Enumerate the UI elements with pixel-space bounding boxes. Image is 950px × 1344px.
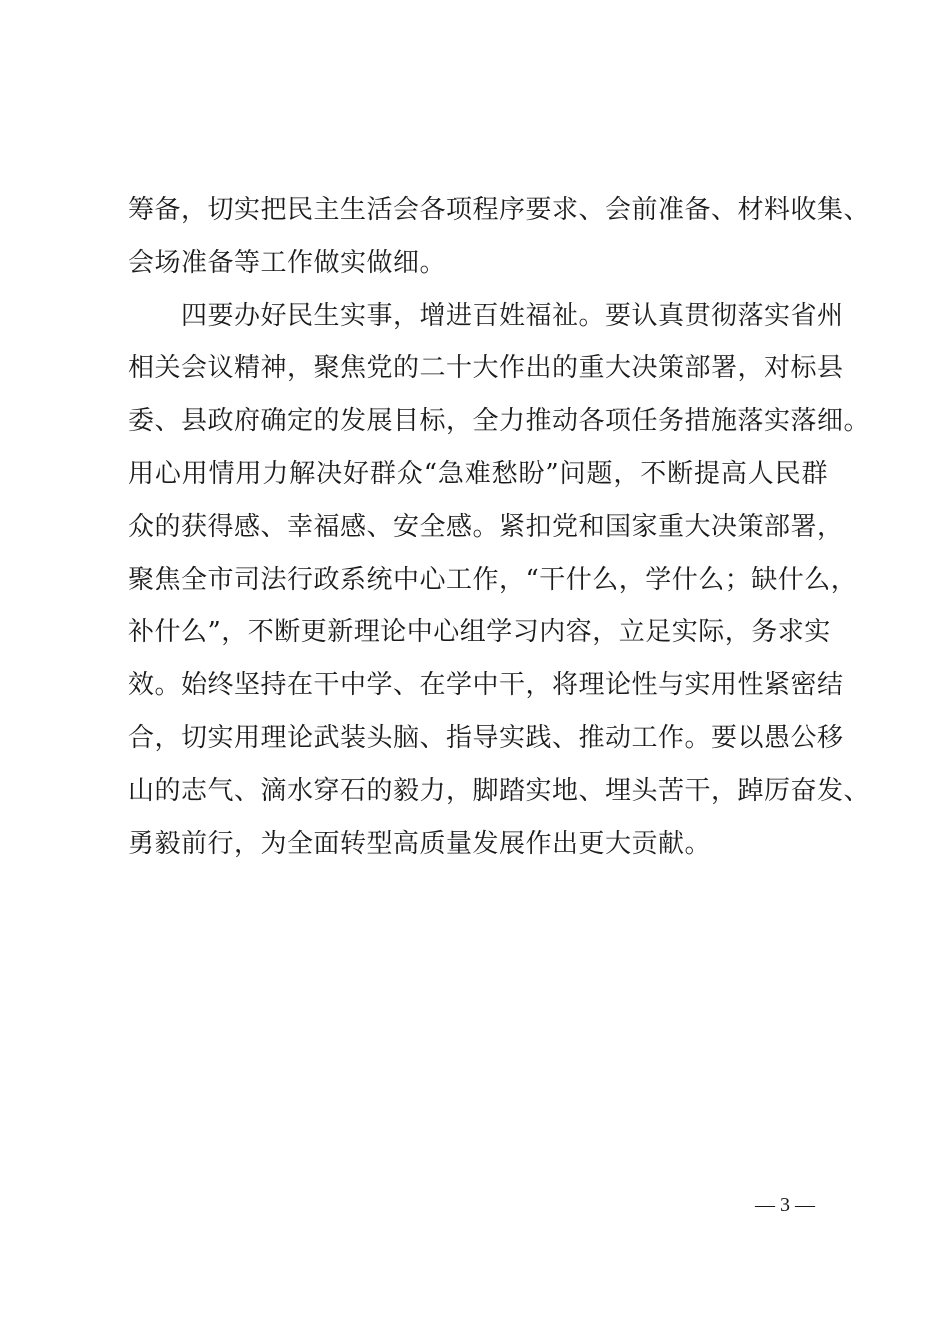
text-line: 聚焦全市司法行政系统中心工作，“干什么，学什么；缺什么， (128, 564, 858, 595)
page-number: — 3 — (755, 1194, 815, 1216)
text-line: 委、县政府确定的发展目标，全力推动各项任务措施落实落细。 (128, 406, 871, 437)
text-line: 会场准备等工作做实做细。 (128, 247, 447, 278)
text-line: 筹备，切实把民主生活会各项程序要求、会前准备、材料收集、 (128, 195, 871, 225)
text-line: 勇毅前行，为全面转型高质量发展作出更大贡献。 (128, 828, 712, 859)
paragraph-four (128, 290, 871, 871)
text-line: 相关会议精神，聚焦党的二十大作出的重大决策部署，对标县 (128, 353, 844, 384)
text-line: 补什么”，不断更新理论中心组学习内容，立足实际，务求实 (128, 617, 831, 648)
text-line: 四要办好民生实事，增进百姓福祉。要认真贯彻落实省州 (128, 300, 844, 331)
text-line: 众的获得感、幸福感、安全感。紧扣党和国家重大决策部署， (128, 511, 844, 542)
text-line: 用心用情用力解决好群众“急难愁盼”问题，不断提高人民群 (128, 458, 828, 489)
text-line: 效。始终坚持在干中学、在学中干，将理论性与实用性紧密结 (128, 670, 844, 701)
text-line: 山的志气、滴水穿石的毅力，脚踏实地、埋头苦干，踔厉奋发、 (128, 775, 871, 806)
text-line: 合，切实用理论武装头脑、指导实践、推动工作。要以愚公移 (128, 722, 844, 753)
paragraph-continuation (128, 184, 871, 290)
body-text (128, 184, 871, 870)
